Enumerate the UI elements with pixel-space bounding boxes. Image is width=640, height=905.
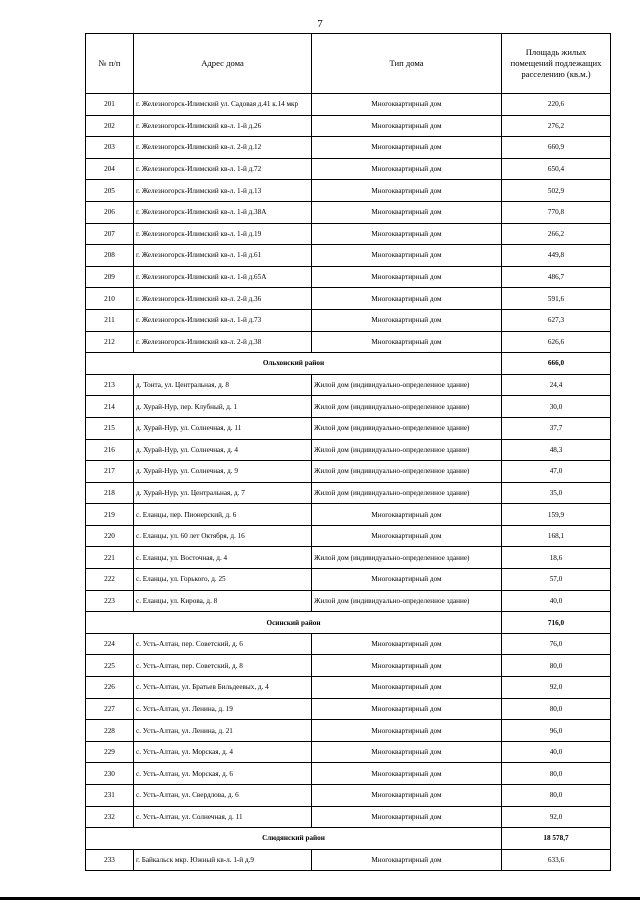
table-row bbox=[86, 461, 611, 483]
row-house-type: Жилой дом (индивидуально-определенное здание) bbox=[312, 590, 502, 612]
row-area: 276,2 bbox=[502, 115, 611, 137]
row-area: 627,3 bbox=[502, 309, 611, 331]
row-house-type: Многоквартирный дом bbox=[312, 504, 502, 526]
row-address: с. Усть-Алтан, ул. Ленина, д. 21 bbox=[134, 720, 312, 742]
row-area: 80,0 bbox=[502, 763, 611, 785]
row-area: 80,0 bbox=[502, 785, 611, 807]
row-house-type: Многоквартирный дом bbox=[312, 677, 502, 699]
table-row bbox=[86, 590, 611, 612]
table-row bbox=[86, 849, 611, 871]
row-number: 217 bbox=[86, 461, 134, 483]
row-house-type: Многоквартирный дом bbox=[312, 741, 502, 763]
row-address: д. Хурай-Нур, пер. Клубный, д. 1 bbox=[134, 396, 312, 418]
header-type: Тип дома bbox=[312, 34, 502, 94]
row-number: 210 bbox=[86, 288, 134, 310]
row-house-type: Жилой дом (индивидуально-определенное здание) bbox=[312, 461, 502, 483]
row-address: с. Усть-Алтан, пер. Советский, д. 8 bbox=[134, 655, 312, 677]
row-house-type: Многоквартирный дом bbox=[312, 655, 502, 677]
row-house-type: Многоквартирный дом bbox=[312, 309, 502, 331]
row-number: 219 bbox=[86, 504, 134, 526]
row-number: 212 bbox=[86, 331, 134, 353]
row-number: 221 bbox=[86, 547, 134, 569]
row-area: 92,0 bbox=[502, 806, 611, 828]
row-address: г. Железногорск-Илимский кв-л. 1-й д.38А bbox=[134, 201, 312, 223]
row-area: 266,2 bbox=[502, 223, 611, 245]
row-address: с. Усть-Алтан, ул. Ленина, д. 19 bbox=[134, 698, 312, 720]
row-address: с. Еланцы, ул. Восточная, д. 4 bbox=[134, 547, 312, 569]
row-number: 228 bbox=[86, 720, 134, 742]
table-row bbox=[86, 245, 611, 267]
row-number: 227 bbox=[86, 698, 134, 720]
row-area: 80,0 bbox=[502, 698, 611, 720]
row-address: с. Еланцы, ул. 60 лет Октября, д. 16 bbox=[134, 525, 312, 547]
row-house-type: Многоквартирный дом bbox=[312, 331, 502, 353]
row-house-type: Жилой дом (индивидуально-определенное здание) bbox=[312, 547, 502, 569]
table-row bbox=[86, 741, 611, 763]
table-row bbox=[86, 677, 611, 699]
row-area: 168,1 bbox=[502, 525, 611, 547]
table-body bbox=[86, 94, 611, 871]
row-number: 215 bbox=[86, 417, 134, 439]
table-row bbox=[86, 374, 611, 396]
row-address: г. Железногорск-Илимский кв-л. 1-й д.26 bbox=[134, 115, 312, 137]
table-row bbox=[86, 785, 611, 807]
row-address: г. Железногорск-Илимский кв-л. 1-й д.61 bbox=[134, 245, 312, 267]
row-address: с. Усть-Алтан, ул. Морская, д. 6 bbox=[134, 763, 312, 785]
row-address: г. Железногорск-Илимский кв-л. 2-й д.36 bbox=[134, 288, 312, 310]
row-area: 96,0 bbox=[502, 720, 611, 742]
row-number: 202 bbox=[86, 115, 134, 137]
table-row bbox=[86, 158, 611, 180]
header-num: № п/п bbox=[86, 34, 134, 94]
row-address: д. Хурай-Нур, ул. Солнечная, д. 9 bbox=[134, 461, 312, 483]
row-address: д. Тонта, ул. Центральная, д. 8 bbox=[134, 374, 312, 396]
table-row bbox=[86, 137, 611, 159]
row-address: г. Железногорск-Илимский кв-л. 1-й д.19 bbox=[134, 223, 312, 245]
row-house-type: Многоквартирный дом bbox=[312, 94, 502, 116]
row-area: 502,9 bbox=[502, 180, 611, 202]
housing-registry-table bbox=[85, 33, 611, 871]
table-row bbox=[86, 547, 611, 569]
row-area: 30,0 bbox=[502, 396, 611, 418]
row-house-type: Жилой дом (индивидуально-определенное здание) bbox=[312, 396, 502, 418]
row-house-type: Многоквартирный дом bbox=[312, 201, 502, 223]
row-house-type: Многоквартирный дом bbox=[312, 698, 502, 720]
row-area: 159,9 bbox=[502, 504, 611, 526]
row-number: 206 bbox=[86, 201, 134, 223]
row-area: 770,8 bbox=[502, 201, 611, 223]
row-address: с. Усть-Алтан, ул. Свердлова, д. 6 bbox=[134, 785, 312, 807]
row-area: 18,6 bbox=[502, 547, 611, 569]
row-number: 220 bbox=[86, 525, 134, 547]
row-address: с. Усть-Алтан, ул. Братьев Бильдеевых, д. 4 bbox=[134, 677, 312, 699]
row-area: 76,0 bbox=[502, 633, 611, 655]
row-house-type: Многоквартирный дом bbox=[312, 245, 502, 267]
district-total-area: 716,0 bbox=[502, 612, 611, 634]
row-area: 633,6 bbox=[502, 849, 611, 871]
table-row bbox=[86, 396, 611, 418]
row-area: 92,0 bbox=[502, 677, 611, 699]
row-address: д. Хурай-Нур, ул. Солнечная, д. 4 bbox=[134, 439, 312, 461]
row-house-type: Многоквартирный дом bbox=[312, 223, 502, 245]
row-address: г. Железногорск-Илимский кв-л. 1-й д.72 bbox=[134, 158, 312, 180]
row-area: 660,9 bbox=[502, 137, 611, 159]
row-number: 208 bbox=[86, 245, 134, 267]
row-number: 203 bbox=[86, 137, 134, 159]
header-area: Площадь жилых помещений подлежащих расселению (кв.м.) bbox=[502, 34, 611, 94]
row-house-type: Жилой дом (индивидуально-определенное здание) bbox=[312, 439, 502, 461]
row-area: 220,6 bbox=[502, 94, 611, 116]
row-house-type: Многоквартирный дом bbox=[312, 806, 502, 828]
row-house-type: Многоквартирный дом bbox=[312, 569, 502, 591]
row-number: 229 bbox=[86, 741, 134, 763]
row-area: 486,7 bbox=[502, 266, 611, 288]
table-row bbox=[86, 525, 611, 547]
district-row bbox=[86, 612, 611, 634]
district-name: Осинский район bbox=[86, 612, 502, 634]
row-number: 216 bbox=[86, 439, 134, 461]
row-number: 209 bbox=[86, 266, 134, 288]
row-address: д. Хурай-Нур, ул. Центральная, д. 7 bbox=[134, 482, 312, 504]
row-house-type: Многоквартирный дом bbox=[312, 633, 502, 655]
row-area: 47,0 bbox=[502, 461, 611, 483]
row-number: 232 bbox=[86, 806, 134, 828]
district-name: Ольхонский район bbox=[86, 353, 502, 375]
row-house-type: Многоквартирный дом bbox=[312, 288, 502, 310]
row-address: г. Железногорск-Илимский кв-л. 2-й д.38 bbox=[134, 331, 312, 353]
row-house-type: Жилой дом (индивидуально-определенное здание) bbox=[312, 417, 502, 439]
table-row bbox=[86, 309, 611, 331]
table-row bbox=[86, 201, 611, 223]
table-row bbox=[86, 94, 611, 116]
row-house-type: Многоквартирный дом bbox=[312, 763, 502, 785]
row-number: 231 bbox=[86, 785, 134, 807]
table-row bbox=[86, 439, 611, 461]
district-row bbox=[86, 828, 611, 850]
table-row bbox=[86, 331, 611, 353]
row-number: 225 bbox=[86, 655, 134, 677]
row-number: 226 bbox=[86, 677, 134, 699]
row-number: 224 bbox=[86, 633, 134, 655]
row-address: с. Еланцы, ул. Горького, д. 25 bbox=[134, 569, 312, 591]
row-number: 211 bbox=[86, 309, 134, 331]
table-row bbox=[86, 115, 611, 137]
district-total-area: 666,0 bbox=[502, 353, 611, 375]
row-number: 223 bbox=[86, 590, 134, 612]
table-row bbox=[86, 763, 611, 785]
scan-bottom-edge bbox=[0, 897, 640, 900]
row-address: г. Железногорск-Илимский кв-л. 1-й д.13 bbox=[134, 180, 312, 202]
row-address: с. Усть-Алтан, пер. Советский, д. 6 bbox=[134, 633, 312, 655]
row-house-type: Многоквартирный дом bbox=[312, 849, 502, 871]
row-area: 35,0 bbox=[502, 482, 611, 504]
table-row bbox=[86, 633, 611, 655]
table-row bbox=[86, 720, 611, 742]
district-total-area: 18 578,7 bbox=[502, 828, 611, 850]
row-house-type: Жилой дом (индивидуально-определенное здание) bbox=[312, 374, 502, 396]
row-number: 205 bbox=[86, 180, 134, 202]
row-address: г. Железногорск-Илимский ул. Садовая д.41 к.14 мкр bbox=[134, 94, 312, 116]
row-address: с. Еланцы, пер. Пионерский, д. 6 bbox=[134, 504, 312, 526]
table-header-row bbox=[86, 34, 611, 94]
row-area: 626,6 bbox=[502, 331, 611, 353]
row-address: г. Железногорск-Илимский кв-л. 2-й д.12 bbox=[134, 137, 312, 159]
row-address: г. Байкальск мкр. Южный кв-л. 1-й д.9 bbox=[134, 849, 312, 871]
table-row bbox=[86, 266, 611, 288]
district-row bbox=[86, 353, 611, 375]
row-area: 40,0 bbox=[502, 590, 611, 612]
row-area: 449,8 bbox=[502, 245, 611, 267]
row-house-type: Многоквартирный дом bbox=[312, 137, 502, 159]
row-address: с. Еланцы, ул. Кирова, д. 8 bbox=[134, 590, 312, 612]
row-address: с. Усть-Алтан, ул. Солнечная, д. 11 bbox=[134, 806, 312, 828]
row-area: 57,0 bbox=[502, 569, 611, 591]
row-number: 207 bbox=[86, 223, 134, 245]
page-number: 7 bbox=[317, 18, 323, 30]
row-house-type: Многоквартирный дом bbox=[312, 720, 502, 742]
row-house-type: Многоквартирный дом bbox=[312, 115, 502, 137]
table-row bbox=[86, 223, 611, 245]
row-address: г. Железногорск-Илимский кв-л. 1-й д.65А bbox=[134, 266, 312, 288]
table-row bbox=[86, 655, 611, 677]
row-number: 214 bbox=[86, 396, 134, 418]
row-address: с. Усть-Алтан, ул. Морская, д. 4 bbox=[134, 741, 312, 763]
row-house-type: Многоквартирный дом bbox=[312, 158, 502, 180]
row-number: 233 bbox=[86, 849, 134, 871]
row-area: 80,0 bbox=[502, 655, 611, 677]
table-row bbox=[86, 504, 611, 526]
row-address: д. Хурай-Нур, ул. Солнечная, д. 11 bbox=[134, 417, 312, 439]
row-number: 201 bbox=[86, 94, 134, 116]
table-row bbox=[86, 482, 611, 504]
row-house-type: Многоквартирный дом bbox=[312, 266, 502, 288]
row-house-type: Жилой дом (индивидуально-определенное здание) bbox=[312, 482, 502, 504]
row-area: 24,4 bbox=[502, 374, 611, 396]
row-house-type: Многоквартирный дом bbox=[312, 785, 502, 807]
row-area: 48,3 bbox=[502, 439, 611, 461]
table-row bbox=[86, 569, 611, 591]
row-house-type: Многоквартирный дом bbox=[312, 180, 502, 202]
table-row bbox=[86, 698, 611, 720]
header-address: Адрес дома bbox=[134, 34, 312, 94]
row-number: 230 bbox=[86, 763, 134, 785]
row-area: 37,7 bbox=[502, 417, 611, 439]
row-area: 591,6 bbox=[502, 288, 611, 310]
row-area: 650,4 bbox=[502, 158, 611, 180]
table-row bbox=[86, 180, 611, 202]
row-area: 40,0 bbox=[502, 741, 611, 763]
row-number: 204 bbox=[86, 158, 134, 180]
district-name: Слюдянский район bbox=[86, 828, 502, 850]
row-number: 218 bbox=[86, 482, 134, 504]
table-row bbox=[86, 288, 611, 310]
row-house-type: Многоквартирный дом bbox=[312, 525, 502, 547]
table-row bbox=[86, 417, 611, 439]
row-number: 213 bbox=[86, 374, 134, 396]
row-number: 222 bbox=[86, 569, 134, 591]
table-row bbox=[86, 806, 611, 828]
row-address: г. Железногорск-Илимский кв-л. 1-й д.73 bbox=[134, 309, 312, 331]
